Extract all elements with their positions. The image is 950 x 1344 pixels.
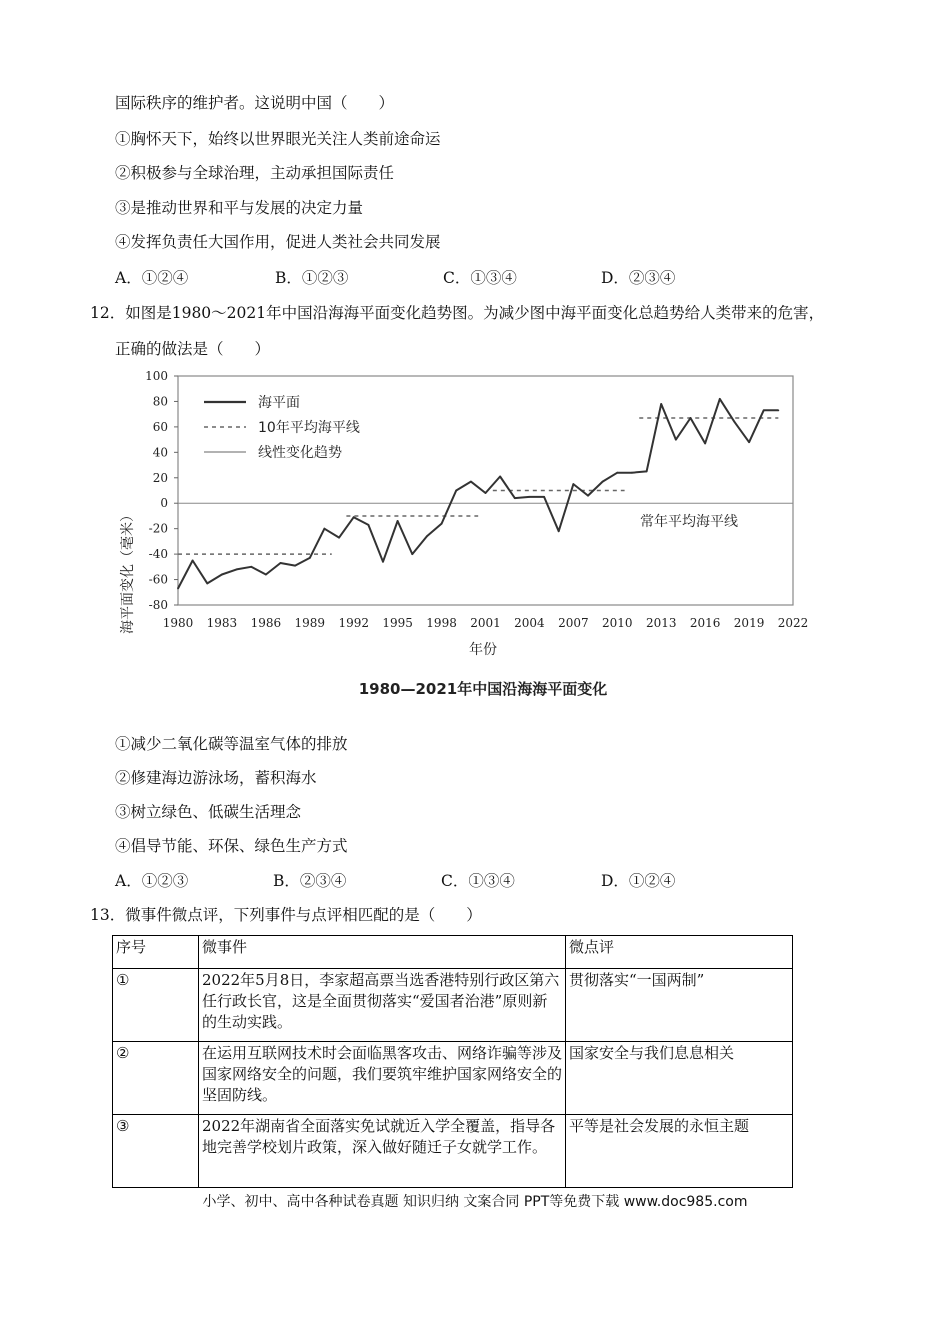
sea-level-point	[675, 439, 677, 441]
sea-level-point	[646, 471, 648, 473]
q12-item-4: ④倡导节能、环保、绿色生产方式	[115, 837, 348, 855]
y-tick-label: -60	[148, 572, 168, 587]
table-row	[113, 1115, 793, 1188]
x-tick-label: 1989	[294, 616, 326, 630]
sea-level-point	[529, 496, 531, 498]
baseline-label: 常年平均海平线	[640, 514, 738, 530]
x-tick-label: 1998	[426, 616, 457, 630]
y-tick-label: -20	[148, 521, 168, 536]
q12-item-3: ③树立绿色、低碳生活理念	[115, 803, 302, 821]
q13-stem: 13．微事件微点评，下列事件与点评相匹配的是（ ）	[90, 906, 482, 924]
x-tick-label: 1992	[338, 616, 369, 630]
y-tick-label: 20	[152, 470, 168, 485]
y-tick-labels	[145, 369, 178, 612]
x-tick-labels	[163, 616, 809, 630]
x-tick-label: 1983	[206, 616, 238, 630]
sea-level-point	[690, 417, 692, 419]
q12-item-1: ①减少二氧化碳等温室气体的排放	[115, 735, 348, 753]
sea-level-point	[353, 516, 355, 518]
sea-level-point	[558, 530, 560, 532]
sea-level-point	[441, 523, 443, 525]
x-tick-label: 2016	[689, 616, 721, 630]
x-tick-label: 2013	[645, 616, 677, 630]
q11-item-3: ③是推动世界和平与发展的决定力量	[115, 199, 364, 217]
x-tick-label: 2007	[558, 616, 589, 630]
x-tick-label: 2001	[470, 616, 501, 630]
sea-level-point	[719, 398, 721, 400]
legend-label-ten-year-average: 10年平均海平线	[258, 420, 360, 436]
sea-level-point	[602, 481, 604, 483]
q11-item-4: ④发挥负责任大国作用，促进人类社会共同发展	[115, 233, 441, 251]
sea-level-point	[250, 566, 252, 568]
sea-level-point	[470, 481, 472, 483]
row-event: 2022年5月8日，李家超高票当选香港特别行政区第六任行政长官，这是全面贯彻落实“爱国者治港”原则新的生动实践。	[199, 969, 566, 1042]
q12-option-b[interactable]: B．②③④	[273, 872, 347, 890]
q11-option-d[interactable]: D．②③④	[601, 269, 676, 287]
q11-options	[115, 268, 815, 290]
row-event: 在运用互联网技术时会面临黑客攻击、网络诈骗等涉及国家网络安全的问题，我们要筑牢维护国家网络安全的坚固防线。	[199, 1042, 566, 1115]
q12-options	[115, 871, 815, 893]
y-tick-label: 80	[152, 394, 168, 409]
sea-level-point	[543, 496, 545, 498]
sea-level-point	[514, 497, 516, 499]
sea-level-point	[572, 483, 574, 485]
sea-level-point	[411, 553, 413, 555]
row-no: ②	[113, 1042, 199, 1115]
sea-level-point	[485, 492, 487, 494]
q12-option-d[interactable]: D．①②④	[601, 872, 676, 890]
y-axis-label: 海平面变化（毫米）	[120, 508, 136, 634]
sea-level-point	[499, 476, 501, 478]
y-tick-label: 40	[152, 445, 168, 460]
sea-level-point	[206, 582, 208, 584]
sea-level-point	[777, 409, 779, 411]
row-no: ①	[113, 969, 199, 1042]
header-no: 序号	[113, 936, 199, 969]
page-footer: 小学、初中、高中各种试卷真题 知识归纳 文案合同 PPT等免费下载 www.doc985.com	[202, 1194, 748, 1210]
sea-level-point	[631, 472, 633, 474]
sea-level-point	[265, 574, 267, 576]
sea-level-point	[309, 557, 311, 559]
table-row	[113, 1042, 793, 1115]
sea-level-point	[587, 495, 589, 497]
q12-option-a[interactable]: A．①②③	[115, 872, 189, 890]
sea-level-point	[704, 443, 706, 445]
sea-level-point	[338, 537, 340, 539]
q11-option-c[interactable]: C．①③④	[443, 269, 517, 287]
q11-stem-end: 国际秩序的维护者。这说明中国（ ）	[115, 94, 395, 112]
legend-label-linear-trend: 线性变化趋势	[258, 445, 342, 461]
sea-level-point	[294, 565, 296, 567]
x-axis-label: 年份	[469, 642, 497, 658]
header-comment: 微点评	[566, 936, 793, 969]
x-tick-label: 1986	[250, 616, 282, 630]
row-comment: 贯彻落实“一国两制”	[566, 969, 793, 1042]
legend-label-sea-level: 海平面	[258, 395, 300, 411]
q12-stem-line2: 正确的做法是（ ）	[115, 340, 271, 358]
y-tick-label: -80	[148, 598, 168, 612]
x-tick-label: 2022	[777, 616, 809, 630]
q12-stem-line1: 12．如图是1980～2021年中国沿海海平面变化趋势图。为减少图中海平面变化总趋势给人类带来的危害，	[90, 304, 825, 322]
sea-level-point	[177, 588, 179, 590]
sea-level-point	[748, 441, 750, 443]
x-tick-label: 2004	[514, 616, 545, 630]
table-row	[113, 969, 793, 1042]
chart-title: 1980—2021年中国沿海海平面变化	[358, 680, 608, 698]
y-tick-label: -40	[148, 547, 168, 562]
q11-item-1: ①胸怀天下，始终以世界眼光关注人类前途命运	[115, 130, 441, 148]
row-no: ③	[113, 1115, 199, 1188]
q11-item-2: ②积极参与全球治理，主动承担国际责任	[115, 164, 395, 182]
header-event: 微事件	[199, 936, 566, 969]
sea-level-point	[236, 568, 238, 570]
q12-option-c[interactable]: C．①③④	[441, 872, 515, 890]
sea-level-point	[382, 561, 384, 563]
y-tick-label: 100	[145, 369, 168, 383]
sea-level-point	[192, 560, 194, 562]
x-tick-label: 1995	[382, 616, 413, 630]
chart-legend	[204, 395, 360, 461]
sea-level-point	[734, 421, 736, 423]
row-event: 2022年湖南省全面落实免试就近入学全覆盖，指导各地完善学校划片政策，深入做好随迁子女就学工作。	[199, 1115, 566, 1188]
sea-level-point	[221, 574, 223, 576]
x-tick-label: 2019	[733, 616, 765, 630]
q11-option-a[interactable]: A．①②④	[115, 269, 189, 287]
sea-level-point	[426, 535, 428, 537]
sea-level-point	[763, 409, 765, 411]
sea-level-point	[324, 528, 326, 530]
sea-level-point	[455, 490, 457, 492]
row-comment: 平等是社会发展的永恒主题	[566, 1115, 793, 1188]
row-comment: 国家安全与我们息息相关	[566, 1042, 793, 1115]
sea-level-point	[397, 520, 399, 522]
y-tick-label: 0	[160, 496, 168, 511]
event-comment-table	[112, 935, 793, 1188]
q11-option-b[interactable]: B．①②③	[275, 269, 349, 287]
sea-level-point	[367, 524, 369, 526]
y-tick-label: 60	[152, 419, 168, 434]
x-tick-label: 2010	[602, 616, 633, 630]
x-tick-label: 1980	[162, 616, 194, 630]
q12-item-2: ②修建海边游泳场，蓄积海水	[115, 769, 317, 787]
table-header-row	[113, 936, 793, 969]
sea-level-chart	[112, 366, 812, 706]
sea-level-point	[280, 562, 282, 564]
sea-level-point	[660, 403, 662, 405]
sea-level-point	[616, 472, 618, 474]
